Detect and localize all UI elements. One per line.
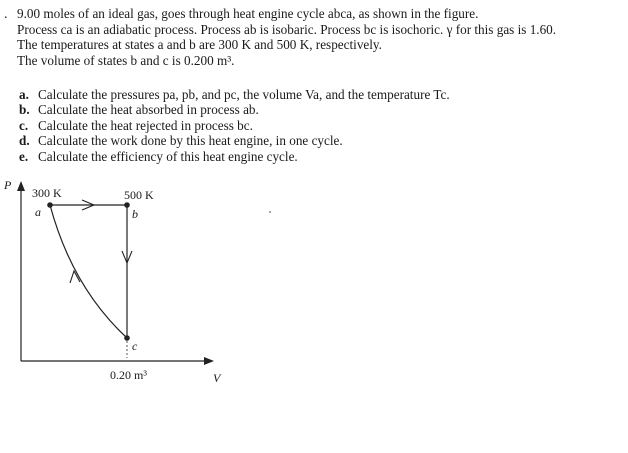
state-b-point xyxy=(124,202,130,208)
bullet-marker: . xyxy=(4,7,8,22)
volume-label: 0.20 m³ xyxy=(110,368,147,382)
point-c-label: c xyxy=(132,339,138,353)
question-letter: d. xyxy=(19,133,30,149)
v-axis-label: V xyxy=(213,371,221,385)
question-text: Calculate the heat absorbed in process ab. xyxy=(38,102,259,118)
question-letter: b. xyxy=(19,102,30,118)
state-a-point xyxy=(47,202,53,208)
question-text: Calculate the pressures pa, pb, and pc, the volume Va, and the temperature Tc. xyxy=(38,87,450,102)
question-text: Calculate the work done by this heat engine, in one cycle. xyxy=(38,133,343,149)
problem-line-2: Process ca is an adiabatic process. Process ab is isobaric. Process bc is isochoric. γ for this gas is 1.60. xyxy=(17,21,557,37)
question-letter: c. xyxy=(19,117,29,133)
question-text: Calculate the efficiency of this heat engine cycle. xyxy=(38,148,298,164)
question-letter: e. xyxy=(19,148,29,164)
process-ca-curve xyxy=(50,205,127,338)
point-b-label: b xyxy=(132,207,138,221)
state-c-point xyxy=(124,335,130,341)
question-text: Calculate the heat rejected in process bc. xyxy=(38,117,253,133)
p-axis-label: P xyxy=(4,178,12,192)
point-a-label: a xyxy=(35,205,41,219)
p-axis-arrowhead xyxy=(17,181,25,191)
problem-line-3: The temperatures at states a and b are 300 K and 500 K, respectively. xyxy=(17,37,382,53)
v-axis-arrowhead xyxy=(204,357,214,365)
problem-line-1: 9.00 moles of an ideal gas, goes through heat engine cycle abca, as shown in the figure. xyxy=(17,6,479,21)
temperature-b-label: 500 K xyxy=(124,188,154,202)
temperature-a-label: 300 K xyxy=(32,186,62,200)
question-letter: a. xyxy=(19,87,29,102)
problem-line-4: The volume of states b and c is 0.200 m³. xyxy=(17,52,235,68)
